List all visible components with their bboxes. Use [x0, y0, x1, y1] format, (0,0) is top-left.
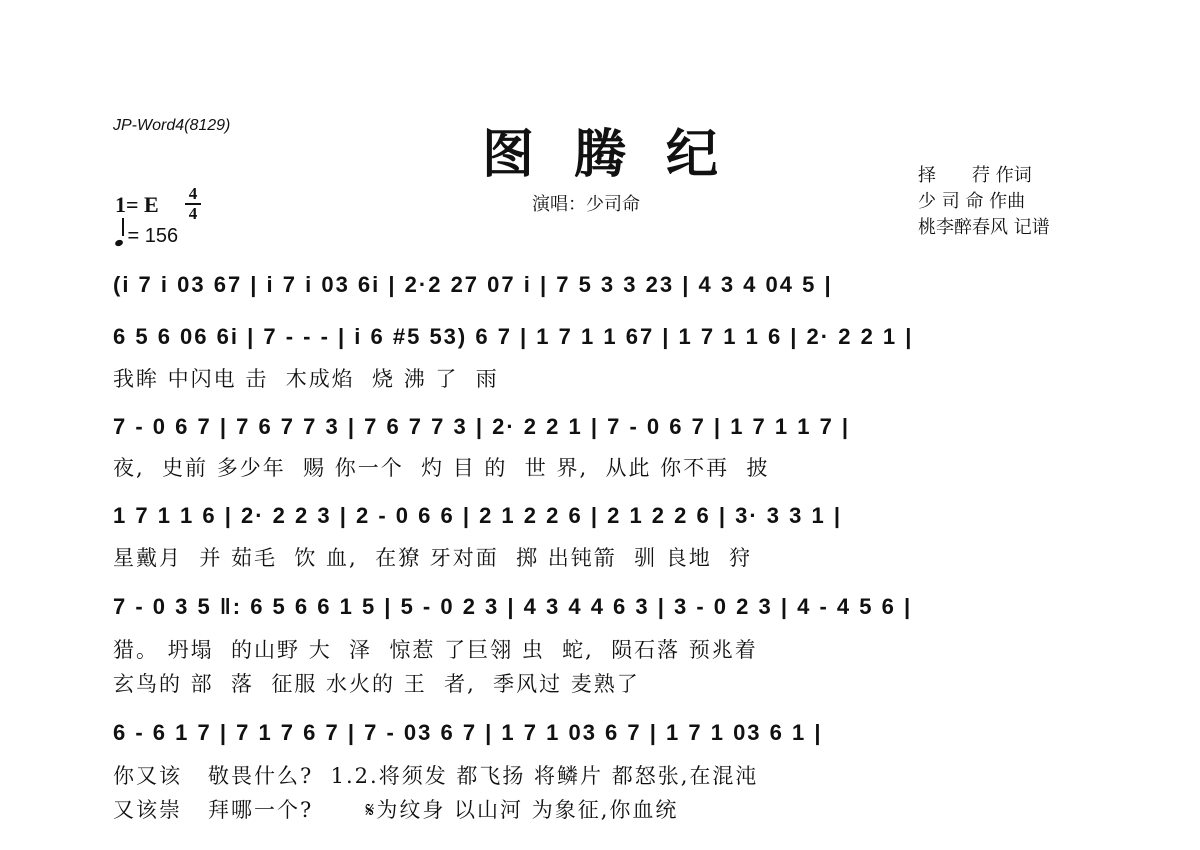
composer-credit: 少 司 命 作曲 [918, 191, 1026, 212]
lyric-line-6a: 你又该 敬畏什么? 1.2.将须发 都飞扬 将鳞片 都怒张,在混沌 [113, 764, 759, 788]
score-line-2: 6 5 6 06 6i | 7 - - - | i 6 #5 53) 6 7 | 1 7 1 1 67 | 1 7 1 1 6 | 2· 2 2 1 | [113, 324, 914, 349]
score-line-6: 6 - 6 1 7 | 7 1 7 6 7 | 7 - 03 6 7 | 1 7 1 03 6 7 | 1 7 1 03 6 1 | [113, 720, 823, 745]
transcriber-credit: 桃李醉春风 记谱 [918, 217, 1050, 238]
time-signature [185, 186, 201, 222]
score-line-3: 7 - 0 6 7 | 7 6 7 7 3 | 7 6 7 7 3 | 2· 2 2 1 | 7 - 0 6 7 | 1 7 1 1 7 | [113, 414, 851, 439]
lyric-line-6b: 又该崇 拜哪一个? 𝄋为纹身 以山河 为象征,你血统 [113, 798, 679, 822]
lyric-line-5a: 猎。 坍塌 的山野 大 泽 惊惹 了巨翎 虫 蛇, 陨石落 预兆着 [113, 638, 758, 662]
score-line-4: 1 7 1 1 6 | 2· 2 2 3 | 2 - 0 6 6 | 2 1 2 2 6 | 2 1 2 2 6 | 3· 3 3 1 | [113, 503, 842, 528]
lyricist-credit: 择 荇 作词 [918, 165, 1032, 186]
tempo-value: = 156 [127, 225, 179, 247]
lyric-line-5b: 玄鸟的 部 落 征服 水火的 王 者, 季风过 麦熟了 [113, 672, 640, 696]
lyric-line-3: 夜, 史前 多少年 赐 你一个 灼 目 的 世 界, 从此 你不再 披 [113, 456, 770, 480]
singer-credit: 演唱：少司命 [532, 194, 640, 215]
lyric-line-2: 我眸 中闪电 击 木成焰 烧 沸 了 雨 [113, 367, 499, 391]
time-signature-bottom: 4 [188, 204, 198, 223]
score-line-5: 7 - 0 3 5 ‖: 6 5 6 6 1 5 | 5 - 0 2 3 | 4 3 4 4 6 3 | 3 - 0 2 3 | 4 - 4 5 6 | [113, 594, 913, 619]
software-credit: JP-Word4(8129) [113, 117, 231, 134]
credits-block [918, 163, 1050, 241]
score-line-1: (i 7 i 03 67 | i 7 i 03 6i | 2·2 27 07 i | 7 5 3 3 23 | 4 3 4 04 5 | [113, 272, 833, 297]
key-signature: 1= E [115, 192, 159, 217]
lyric-line-4: 星戴月 并 茹毛 饮 血, 在獠 牙对面 掷 出钝箭 驯 良地 狩 [113, 546, 753, 570]
quarter-note-icon [114, 239, 124, 247]
song-title: 图腾纪 [481, 124, 758, 185]
time-signature-top: 4 [188, 184, 198, 203]
tempo-marking [115, 224, 178, 248]
